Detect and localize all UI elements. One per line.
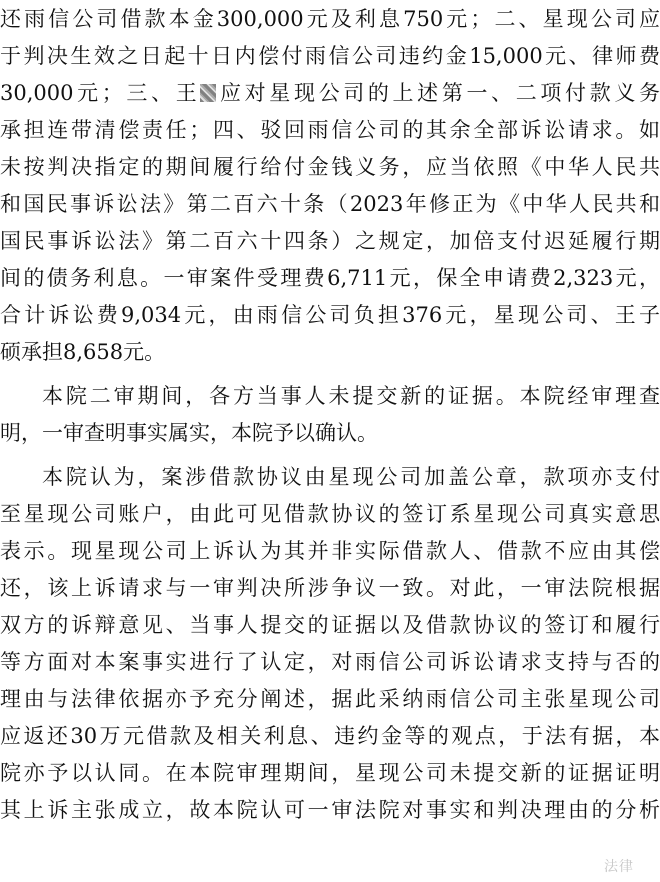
text-line-3-end: 应对星现公司的上述第一、二项付款义务 — [216, 81, 660, 105]
text-line-9: 合计诉讼费9,034元，由雨信公司负担376元，星现公司、王子 — [0, 303, 660, 327]
text-line-5: 未按判决指定的期间履行给付金钱义务，应当依照《中华人民共 — [0, 155, 660, 179]
paragraph-3-line-8: 应返还30万元借款及相关利息、违约金等的观点，于法有据，本 — [0, 724, 660, 748]
paragraph-2-line-2: 明，一审查明事实属实，本院予以确认。 — [0, 421, 378, 445]
paragraph-3-line-2: 至星现公司账户，由此可见借款协议的签订系星现公司真实意思 — [0, 502, 660, 526]
paragraph-3-line-9: 院亦予以认同。在本院审理期间，星现公司未提交新的证据证明 — [0, 761, 660, 785]
text-line-3-start: 30,000元；三、王 — [0, 81, 201, 105]
paragraph-3-line-5: 双方的诉辩意见、当事人提交的证据以及借款协议的签订和履行 — [0, 613, 660, 637]
text-line-10: 硕承担8,658元。 — [0, 340, 166, 364]
redacted-name-mark — [200, 84, 216, 102]
paragraph-2-line-1: 本院二审期间，各方当事人未提交新的证据。本院经审理查 — [42, 384, 660, 408]
text-line-6: 和国民事诉讼法》第二百六十条（2023年修正为《中华人民共和 — [0, 192, 660, 216]
watermark-text: 法律 — [604, 859, 634, 875]
text-line-7: 国民事诉讼法》第二百六十四条）之规定，加倍支付迟延履行期 — [0, 229, 660, 253]
paragraph-3-line-4: 还，该上诉请求与一审判决所涉争议一致。对此，一审法院根据 — [0, 576, 660, 600]
paragraph-3-line-10: 其上诉主张成立，故本院认可一审法院对事实和判决理由的分析 — [0, 798, 660, 822]
text-line-1: 还雨信公司借款本金300,000元及利息750元；二、星现公司应 — [0, 7, 660, 31]
text-line-3 — [0, 74, 660, 112]
paragraph-3-line-7: 理由与法律依据亦予充分阐述，据此采纳雨信公司主张星现公司 — [0, 687, 660, 711]
paragraph-3-line-6: 等方面对本案事实进行了认定，对雨信公司诉讼请求支持与否的 — [0, 650, 660, 674]
text-line-2: 于判决生效之日起十日内偿付雨信公司违约金15,000元、律师费 — [0, 44, 660, 68]
paragraph-3-line-1: 本院认为，案涉借款协议由星现公司加盖公章，款项亦支付 — [42, 465, 660, 489]
paragraph-3-line-3: 表示。现星现公司上诉认为其并非实际借款人、借款不应由其偿 — [0, 539, 660, 563]
text-line-4: 承担连带清偿责任；四、驳回雨信公司的其余全部诉讼请求。如 — [0, 118, 660, 142]
text-line-8: 间的债务利息。一审案件受理费6,711元，保全申请费2,323元， — [0, 266, 660, 290]
